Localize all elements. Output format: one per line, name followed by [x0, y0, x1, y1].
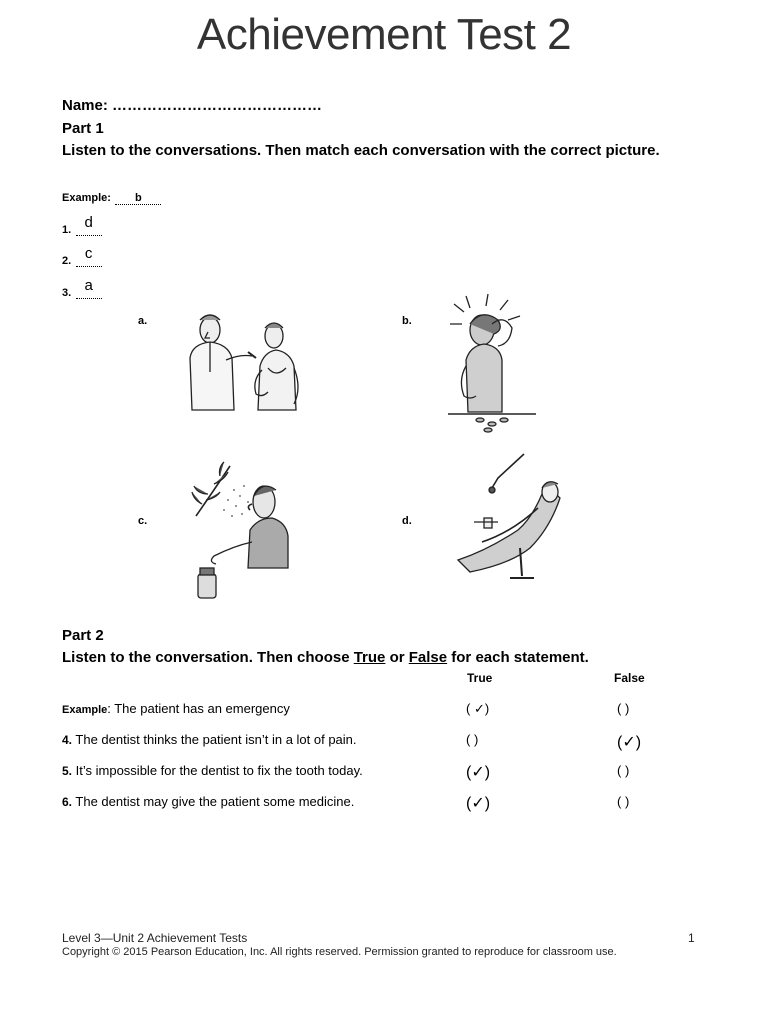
dentist-chair-illustration [452, 448, 582, 588]
picture-label-c: c. [138, 515, 148, 527]
page-title: Achievement Test 2 [196, 10, 572, 59]
headache-illustration [448, 294, 538, 434]
column-header-true: True [467, 671, 493, 685]
instruction-text: Listen to the conversation. Then choose [62, 649, 354, 666]
part2-example-row [62, 701, 290, 716]
copyright-notice: Copyright © 2015 Pearson Education, Inc. All rights reserved. Permission granted to reproduce for classroom use. [62, 946, 617, 958]
statement-text: The dentist may give the patient some medicine. [75, 794, 355, 809]
item-answer: c [84, 245, 93, 262]
part1-item-2 [62, 245, 102, 269]
statement-text: It’s impossible for the dentist to fix the tooth today. [75, 763, 363, 778]
statement-true-mark: (✓) [466, 764, 491, 781]
example-answer: b [115, 192, 161, 205]
doctor-patient-illustration [178, 308, 318, 413]
part1-heading: Part 1 [62, 120, 104, 137]
statement-false-mark: (✓) [617, 734, 642, 751]
or-word: or [385, 649, 409, 666]
statement-row [62, 794, 354, 809]
example-label: Example [62, 192, 108, 204]
instruction-text-end: for each statement. [447, 649, 589, 666]
statement-number: 4. [62, 733, 73, 747]
statement-false-mark: ( ) [617, 763, 630, 778]
part2-heading: Part 2 [62, 627, 104, 644]
item-answer: a [84, 277, 93, 294]
picture-label-a: a. [138, 315, 148, 327]
part1-example: Example: b [62, 188, 161, 206]
part2-instruction [62, 649, 589, 666]
statement-true-mark: ( ) [466, 732, 479, 747]
part1-instruction: Listen to the conversations. Then match each conversation with the correct picture. [62, 142, 660, 159]
item-answer: d [84, 214, 93, 231]
example-text: : The patient has an emergency [107, 701, 290, 716]
item-number: 1. [62, 224, 72, 236]
page-number: 1 [688, 931, 695, 945]
example-true-mark: ( ✓) [466, 701, 490, 716]
false-word: False [408, 649, 448, 666]
statement-row [62, 732, 357, 747]
example-label: Example [62, 704, 108, 716]
statement-text: The dentist thinks the patient isn’t in a lot of pain. [75, 732, 357, 747]
part1-item-3 [62, 277, 102, 301]
part1-item-1 [62, 214, 102, 238]
true-word: True [353, 649, 386, 666]
statement-number: 6. [62, 795, 73, 809]
item-number: 2. [62, 255, 72, 267]
statement-true-mark: (✓) [466, 795, 491, 812]
name-label: Name: …………………………………… [62, 97, 323, 114]
allergy-sneeze-illustration [188, 456, 298, 601]
statement-row [62, 763, 363, 778]
picture-label-d: d. [402, 515, 412, 527]
item-number: 3. [62, 287, 72, 299]
statement-number: 5. [62, 764, 73, 778]
statement-false-mark: ( ) [617, 794, 630, 809]
footer-left: Level 3—Unit 2 Achievement Tests [62, 931, 248, 945]
column-header-false: False [614, 671, 645, 685]
picture-label-b: b. [402, 315, 412, 327]
example-false-mark: ( ) [617, 701, 630, 716]
